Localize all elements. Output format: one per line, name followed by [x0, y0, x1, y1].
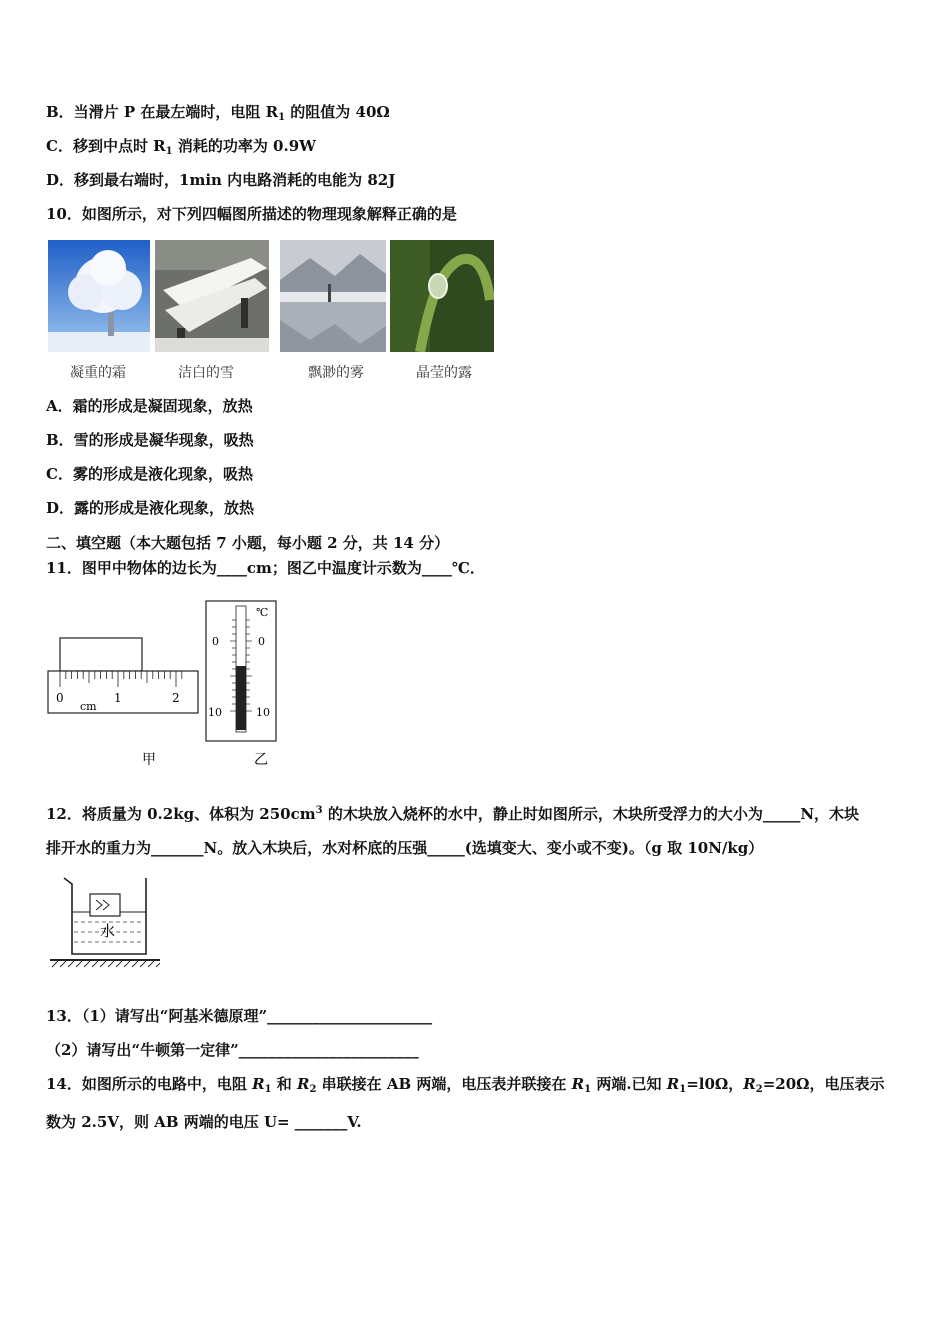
snowy-bench-photo	[155, 240, 269, 352]
thermometer-unit: ℃	[256, 606, 269, 619]
q13-line-1: 13．（1）请写出“阿基米德原理”______________________	[46, 1007, 433, 1025]
caption-frost: 凝重的霜	[70, 365, 126, 381]
thermo-label-left-0: 0	[212, 635, 219, 648]
ruler-tick-2: 2	[172, 691, 180, 705]
frost-tree-photo	[48, 240, 150, 352]
q11-stem: 11．图甲中物体的边长为____cm；图乙中温度计示数为____℃．	[46, 559, 485, 577]
thermo-label-right-10: 10	[256, 706, 270, 719]
thermo-label-left-10: 10	[208, 706, 222, 719]
beaker-figure	[46, 872, 164, 972]
dew-drop-photo	[390, 240, 494, 352]
q9-option-d: D．移到最右端时，1min 内电路消耗的电能为 82J	[46, 171, 396, 189]
q10-option-a: A．霜的形成是凝固现象，放热	[46, 397, 253, 415]
caption-dew: 晶莹的露	[416, 365, 472, 381]
thermo-label-right-0: 0	[258, 635, 265, 648]
q14-line-2: 数为 2.5V，则 AB 两端的电压 U= _______V.	[46, 1113, 362, 1131]
q12-line-2: 排开水的重力为_______N。放入木块后，水对杯底的压强_____(选填变大、变小或不变)。（g 取 10N/kg）	[46, 839, 764, 857]
q12-line-1: 12．将质量为 0.2kg、体积为 $250cm^3$ 的木块放入烧杯的水中，静止时如图所示，木块所受浮力的大小为_____N，木块	[46, 805, 860, 823]
misty-lake-photo	[280, 240, 386, 352]
ruler-thermometer-figure	[44, 598, 284, 773]
ruler-unit: cm	[80, 700, 97, 713]
caption-snow: 洁白的雪	[178, 365, 234, 381]
wood-block	[90, 894, 120, 916]
q9-option-b: B．当滑片 P 在最左端时，电阻 $R_1$ 的阻值为 40Ω	[46, 103, 390, 123]
q10-option-d: D．露的形成是液化现象，放热	[46, 499, 255, 517]
water-label: 水	[100, 922, 116, 940]
figure-label-yi: 乙	[254, 752, 268, 768]
q10-stem: 10．如图所示，对下列四幅图所描述的物理现象解释正确的是	[46, 205, 457, 223]
ruler-tick-1: 1	[114, 691, 122, 705]
q14-line-1: 14．如图所示的电路中，电阻 $R_1$ 和 $R_2$ 串联接在 AB 两端，电压表并联接在 $R_1$ 两端.已知 $R_1=l0\Omega$，$R_2=20\Omega$，电压表示	[46, 1075, 885, 1095]
caption-fog: 飘渺的雾	[308, 365, 364, 381]
q13-line-2: （2）请写出“牛顿第一定律”________________________	[46, 1041, 419, 1059]
section-2-heading: 二、填空题（本大题包括 7 小题，每小题 2 分，共 14 分）	[46, 534, 450, 552]
q10-option-c: C．雾的形成是液化现象，吸热	[46, 465, 253, 483]
ruler-tick-0: 0	[56, 691, 64, 705]
figure-label-jia: 甲	[142, 752, 156, 768]
q9-option-c: C．移到中点时 $R_1$ 消耗的功率为 0.9W	[46, 137, 316, 157]
q10-option-b: B．雪的形成是凝华现象，吸热	[46, 431, 254, 449]
thermometer-liquid	[236, 666, 246, 730]
wood-block	[60, 638, 142, 671]
